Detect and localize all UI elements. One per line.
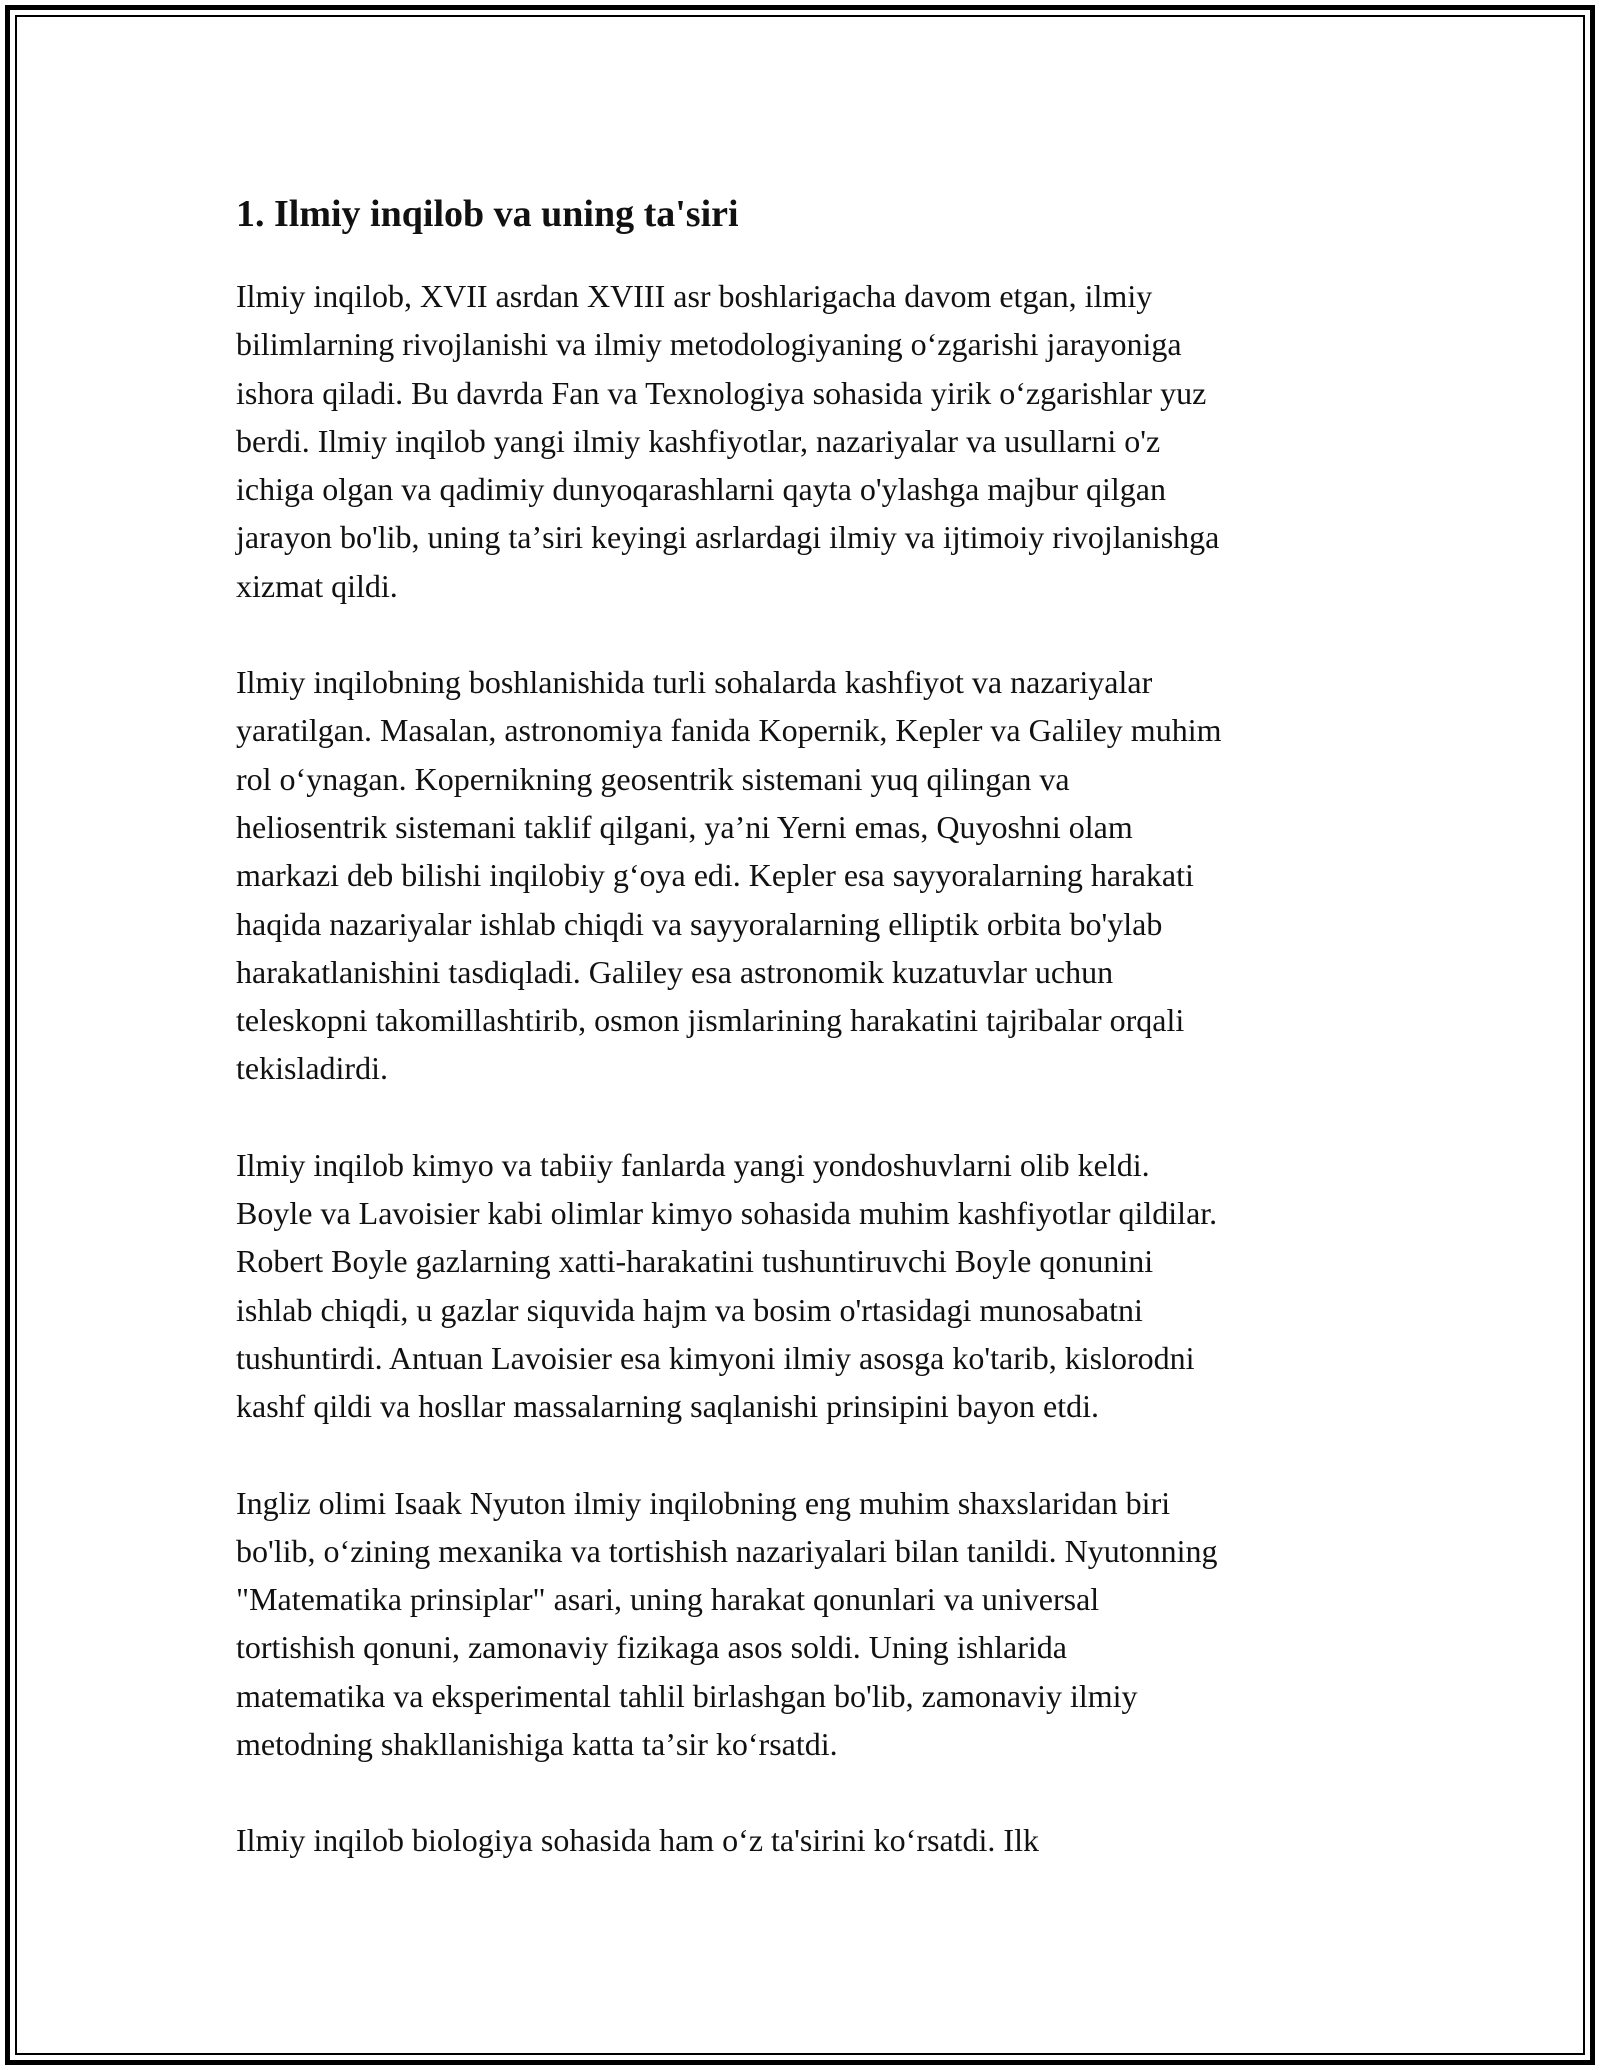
- paragraph-intro: Ilmiy inqilob, XVII asrdan XVIII asr boshlarigacha davom etgan, ilmiy bilimlarning rivojlanishi va ilmiy metodologiyaning oʻzgarishi jarayoniga ishora qiladi. Bu davrda Fan va Texnologiya sohasida yirik oʻzgarishlar yuz berdi. Ilmiy inqilob yangi ilmiy kashfiyotlar, nazariyalar va usullarni o'z ichiga olgan va qadimiy dunyoqarashlarni qayta o'ylashga majbur qilgan jarayon bo'lib, uning taʼsiri keyingi asrlardagi ilmiy va ijtimoiy rivojlanishga xizmat qildi.: [236, 278, 1220, 604]
- document-body: [236, 188, 1376, 1913]
- paragraph-biology: Ilmiy inqilob biologiya sohasida ham oʻz ta'sirini koʻrsatdi. Ilk: [236, 1822, 1039, 1859]
- paragraph-chemistry: Ilmiy inqilob kimyo va tabiiy fanlarda yangi yondoshuvlarni olib keldi. Boyle va Lavoisier kabi olimlar kimyo sohasida muhim kashfiyotlar qildilar. Robert Boyle gazlarning xatti-harakatini tushuntiruvchi Boyle qonunini ishlab chiqdi, u gazlar siquvida hajm va bosim o'rtasidagi munosabatni tushuntirdi. Antuan Lavoisier esa kimyoni ilmiy asosga ko'tarib, kislorodni kashf qildi va hosllar massalarning saqlanishi prinsipini bayon etdi.: [236, 1146, 1218, 1425]
- section-title: 1. Ilmiy inqilob va uning ta'siri: [236, 193, 739, 235]
- paragraph-newton: Ingliz olimi Isaak Nyuton ilmiy inqilobning eng muhim shaxslaridan biri bo'lib, oʻzining mexanika va tortishish nazariyalari bilan tanildi. Nyutonning "Matematika prinsiplar" asari, uning harakat qonunlari va universal tortishish qonuni, zamonaviy fizikaga asos soldi. Uning ishlarida matematika va eksperimental tahlil birlashgan bo'lib, zamonaviy ilmiy metodning shakllanishiga katta taʼsir koʻrsatdi.: [236, 1484, 1218, 1763]
- paragraph-astronomy: Ilmiy inqilobning boshlanishida turli sohalarda kashfiyot va nazariyalar yaratilgan. Masalan, astronomiya fanida Kopernik, Kepler va Galiley muhim rol oʻynagan. Kopernikning geosentrik sistemani yuq qilingan va heliosentrik sistemani taklif qilgani, yaʼni Yerni emas, Quyoshni olam markazi deb bilishi inqilobiy gʻoya edi. Kepler esa sayyoralarning harakati haqida nazariyalar ishlab chiqdi va sayyoralarning elliptik orbita bo'ylab harakatlanishini tasdiqladi. Galiley esa astronomik kuzatuvlar uchun teleskopni takomillashtirib, osmon jismlarining harakatini tajribalar orqali tekisladirdi.: [236, 664, 1222, 1087]
